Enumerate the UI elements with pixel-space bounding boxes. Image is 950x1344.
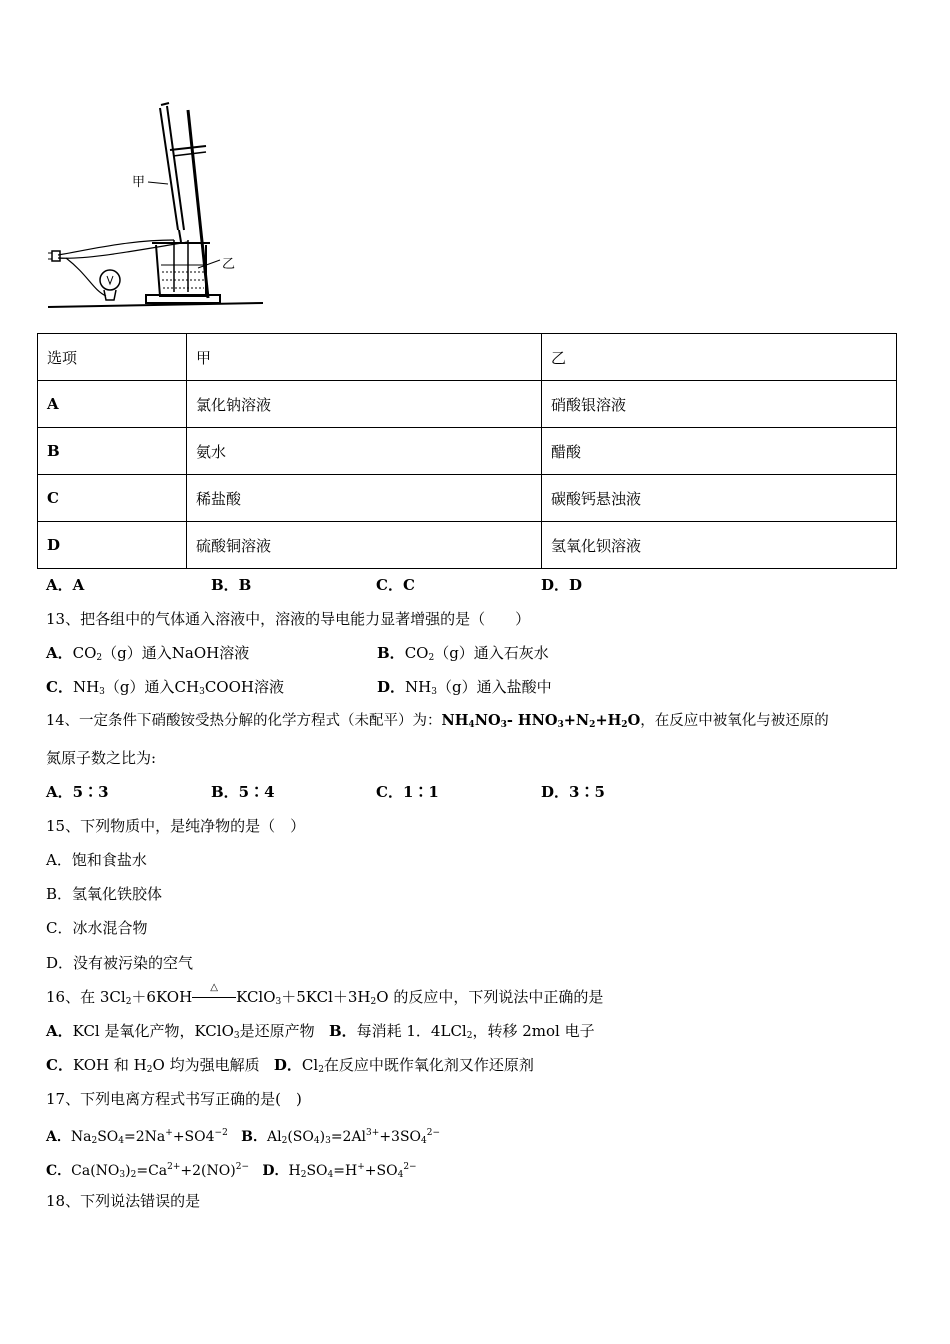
q17-option-c: C．$Ca(NO_3)_2=Ca^{2+}+2(NO)^{2-}$ bbox=[46, 1162, 249, 1180]
q15-option-a: A．饱和食盐水 bbox=[46, 851, 147, 869]
cell-yi: 硝酸银溶液 bbox=[542, 381, 897, 428]
q17-row-cd bbox=[46, 1157, 417, 1185]
cell-jia: 稀盐酸 bbox=[187, 475, 542, 522]
q16-option-b: B．每消耗 1．4LCl$_2$，转移 2mol 电子 bbox=[328, 1022, 595, 1041]
options-table bbox=[37, 333, 897, 569]
table-row bbox=[38, 428, 897, 475]
q18-stem: 18、下列说法错误的是 bbox=[46, 1192, 201, 1210]
cell-jia: 氯化钠溶液 bbox=[187, 381, 542, 428]
apparatus-figure bbox=[48, 100, 270, 316]
q17-stem: 17、下列电离方程式书写正确的是( ) bbox=[46, 1090, 302, 1108]
q17-row-ab bbox=[46, 1123, 440, 1151]
q12-option-c: C．C bbox=[376, 576, 415, 594]
label-yi: 乙 bbox=[222, 257, 236, 272]
q16-row-ab bbox=[46, 1021, 595, 1046]
table-header-row bbox=[38, 334, 897, 381]
q16-option-a: A．KCl 是氧化产物，KClO$_3$是还原产物 bbox=[46, 1022, 315, 1041]
heat-arrow: △ bbox=[192, 987, 236, 998]
q13-stem: 13、把各组中的气体通入溶液中，溶液的导电能力显著增强的是（ ） bbox=[46, 610, 531, 628]
q16-row-cd bbox=[46, 1055, 534, 1080]
q12-option-d: D．D bbox=[541, 576, 583, 594]
q15-option-d: D．没有被污染的空气 bbox=[46, 954, 194, 972]
cell-option: C bbox=[38, 475, 187, 522]
q12-options bbox=[46, 575, 582, 595]
q17-option-d: D．$H_2SO_4=H^++SO_4^{2-}$ bbox=[262, 1162, 417, 1180]
q13-option-b: B．$CO_2(g)$通入石灰水 bbox=[377, 644, 549, 663]
q17-option-a: A．$Na_2SO_4=2Na^++SO4^{-2}$ bbox=[46, 1128, 228, 1146]
q14-option-c: C．1∶1 bbox=[376, 783, 439, 801]
q12-option-b: B．B bbox=[211, 576, 252, 594]
bulb bbox=[100, 270, 120, 290]
q15-option-b: B．氢氧化铁胶体 bbox=[46, 885, 163, 903]
q16-option-c: C．KOH 和 $H_2O$ 均为强电解质 bbox=[46, 1056, 260, 1075]
cell-option: A bbox=[38, 381, 187, 428]
cell-option: B bbox=[38, 428, 187, 475]
header-option: 选项 bbox=[38, 334, 187, 381]
table-row bbox=[38, 475, 897, 522]
q17-option-b: B．$Al_2(SO_4)_3=2Al^{3+}+3SO_4^{2-}$ bbox=[241, 1128, 441, 1146]
q13-option-a: A．$CO_2(g)$通入NaOH溶液 bbox=[46, 644, 250, 663]
q12-option-a: A．A bbox=[46, 576, 85, 594]
label-jia: 甲 bbox=[132, 175, 146, 190]
table-row bbox=[38, 381, 897, 428]
header-jia: 甲 bbox=[187, 334, 542, 381]
q14-option-d: D．3∶5 bbox=[541, 783, 605, 801]
cell-option: D bbox=[38, 522, 187, 569]
table-row bbox=[38, 522, 897, 569]
q14-stem-line2: 氮原子数之比为: bbox=[46, 749, 157, 767]
cell-jia: 硫酸铜溶液 bbox=[187, 522, 542, 569]
q16-option-d: D．$Cl_2$在反应中既作氧化剂又作还原剂 bbox=[273, 1056, 534, 1075]
cell-yi: 碳酸钙悬浊液 bbox=[542, 475, 897, 522]
q15-option-c: C．冰水混合物 bbox=[46, 919, 148, 937]
q13-option-d: D．$NH_3(g)$通入盐酸中 bbox=[377, 678, 552, 697]
q14-stem: 14、一定条件下硝酸铵受热分解的化学方程式（未配平）为：$NH_4NO_3-$ $HNO_3+N_2+H_2O$，在反应中被氧化与被还原的 bbox=[46, 712, 829, 730]
q14-option-b: B．5∶4 bbox=[211, 783, 275, 801]
q13-row-cd bbox=[46, 677, 552, 702]
q16-stem: 16、在 $3Cl_2+6KOH$ △ $KClO_3+5KCl+3H_2O$ 的反应中，下列说法中正确的是 bbox=[46, 982, 604, 1007]
q13-option-c: C．$NH_3(g)$通入$CH_3COOH$溶液 bbox=[46, 678, 284, 697]
clamp bbox=[170, 146, 206, 150]
q13-row-ab bbox=[46, 643, 549, 668]
cell-yi: 醋酸 bbox=[542, 428, 897, 475]
q14-options bbox=[46, 782, 605, 802]
q14-option-a: A．5∶3 bbox=[46, 783, 109, 801]
cell-jia: 氨水 bbox=[187, 428, 542, 475]
cell-yi: 氢氧化钡溶液 bbox=[542, 522, 897, 569]
q15-stem: 15、下列物质中，是纯净物的是（ ） bbox=[46, 817, 306, 835]
header-yi: 乙 bbox=[542, 334, 897, 381]
